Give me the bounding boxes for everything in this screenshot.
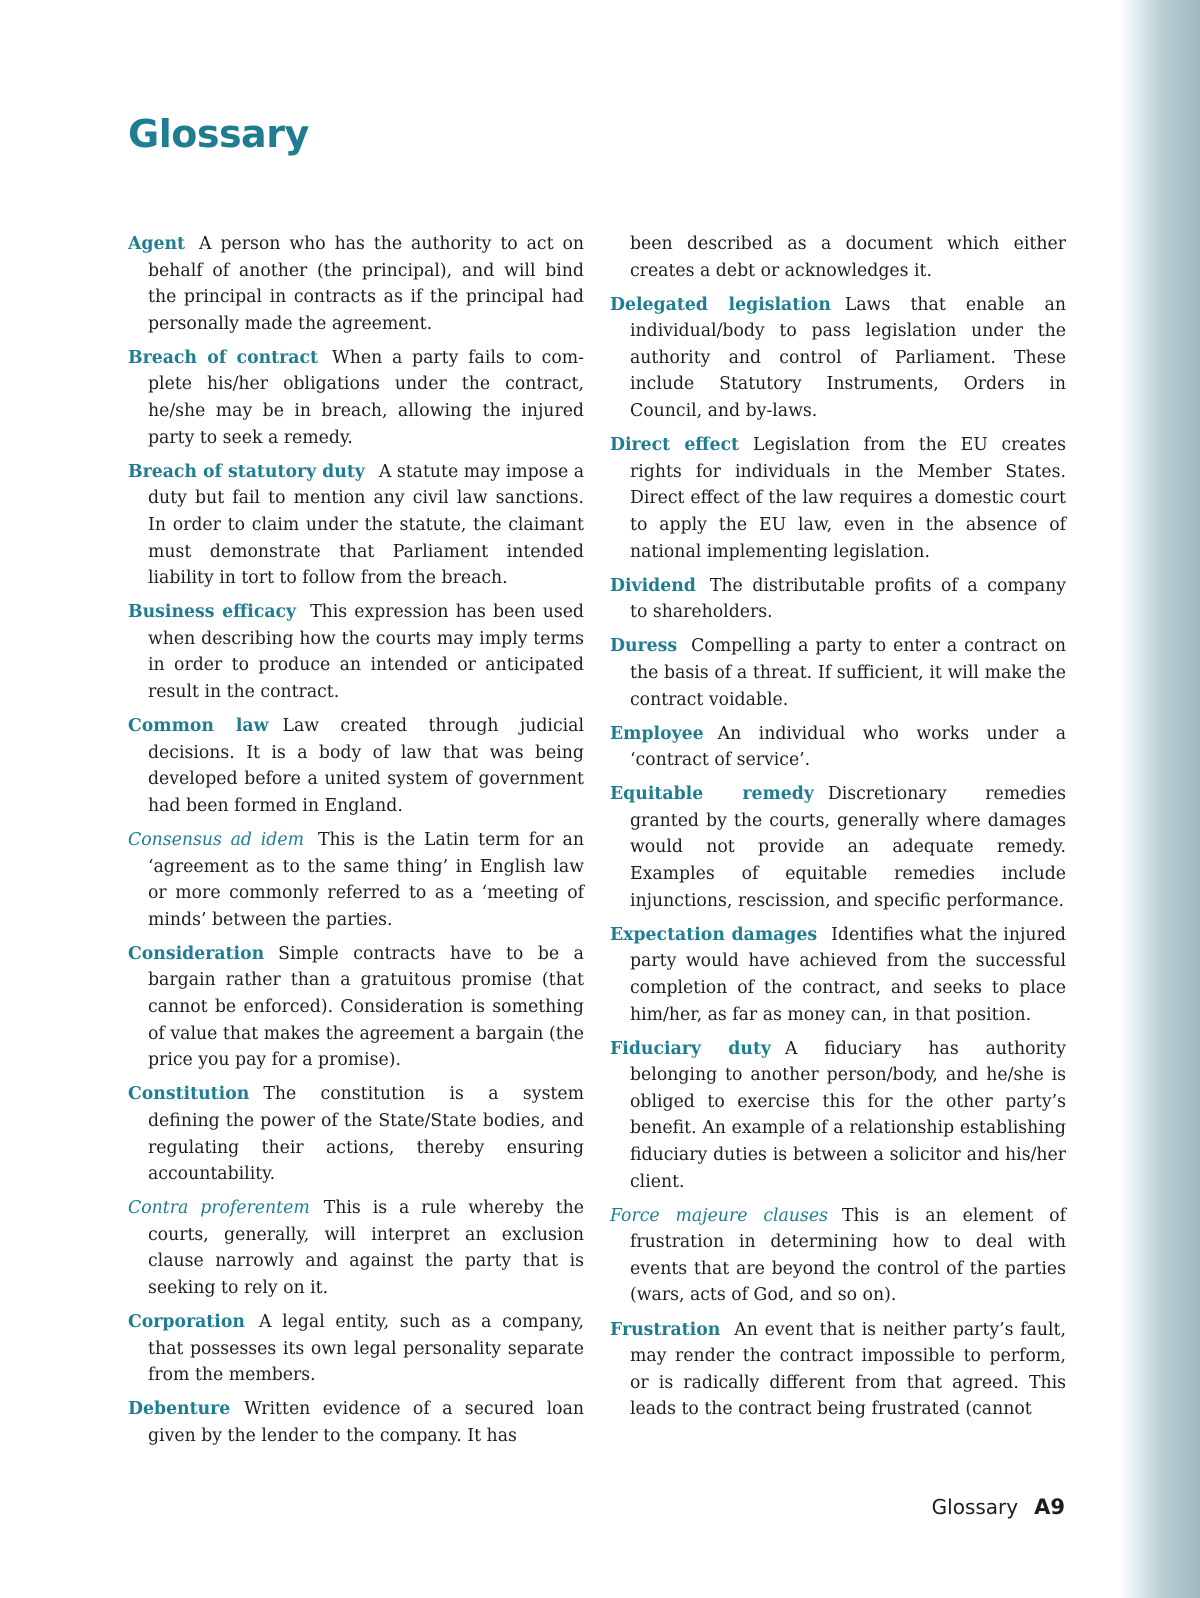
glossary-entry [610, 1317, 1066, 1423]
glossary-definition: This expression has been used when describing how the courts may imply terms in order to produce an intended or anticipated result in the contract. [148, 602, 584, 702]
glossary-entry [128, 1396, 584, 1449]
glossary-term: Delegated legislation [610, 294, 831, 315]
page-title: Glossary [128, 112, 309, 156]
glossary-term: Breach of contract [128, 347, 318, 368]
glossary-definition: Legislation from the EU creates rights for individuals in the Member States. Direct effect of the law requires a domestic court to apply the EU law, even in the absence of national implementing legislation. [630, 435, 1066, 562]
glossary-term: Dividend [610, 575, 696, 596]
glossary-term: Constitution [128, 1084, 250, 1105]
glossary-term: Breach of statutory duty [128, 461, 365, 482]
glossary-entry [128, 1081, 584, 1187]
glossary-column-left [128, 231, 584, 1457]
glossary-definition: This is a rule whereby the courts, generally, will interpret an exclusion clause narrowly and against the party that is seeking to rely on it. [148, 1198, 584, 1298]
glossary-definition: This is an element of frustration in determining how to deal with events that are beyond the control of the parties (wars, acts of God, and so on). [630, 1205, 1066, 1306]
glossary-entry [128, 1309, 584, 1389]
glossary-entry [128, 1195, 584, 1301]
glossary-definition: Discretionary remedies granted by the courts, generally where damages would not provide an adequate remedy. Examples of equitable remedies include injunctions, rescission, and specific performance. [630, 784, 1067, 911]
glossary-term: Common law [128, 716, 269, 737]
glossary-term: Debenture [128, 1399, 231, 1420]
glossary-entry [610, 292, 1066, 425]
glossary-term: Equitable remedy [610, 784, 814, 805]
glossary-entry [610, 781, 1066, 914]
glossary-term: Employee [610, 723, 704, 744]
glossary-entry [128, 459, 584, 592]
footer-section-label: Glossary [931, 1495, 1019, 1519]
glossary-term: Agent [128, 234, 186, 254]
glossary-definition: Compelling a party to enter a contract on the basis of a threat. If sufficient, it will make the contract voidable. [630, 636, 1066, 710]
glossary-term: Fiduciary duty [610, 1038, 771, 1059]
glossary-term: Consensus ad idem [128, 829, 304, 850]
glossary-definition: A legal entity, such as a company, that possesses its own legal personality separate from the members. [148, 1312, 584, 1386]
glossary-entry [128, 599, 584, 705]
glossary-entry [128, 713, 584, 819]
glossary-column-right [610, 231, 1066, 1430]
glossary-entry [128, 941, 584, 1074]
glossary-definition: This is the Latin term for an ‘agreement as to the same thing’ in English law or more commonly referred to as a ‘meeting of minds’ between the parties. [148, 829, 584, 930]
glossary-term: Frustration [610, 1319, 721, 1340]
glossary-entry [610, 721, 1066, 774]
glossary-term: Consideration [128, 943, 265, 964]
page-edge-decoration [1120, 0, 1200, 1598]
page-number: A9 [1034, 1495, 1065, 1519]
glossary-definition: The constitution is a system defining the power of the State/State bodies, and regulating their actions, thereby ensuring accountability. [148, 1084, 584, 1185]
glossary-definition: An individual who works under a ‘contract of service’. [630, 723, 1066, 771]
page-footer [932, 1495, 1065, 1519]
glossary-entry [610, 573, 1066, 626]
glossary-entry [610, 432, 1066, 565]
glossary-entry [610, 1203, 1066, 1309]
glossary-definition: An event that is neither party’s fault, may render the contract impossible to perform, or is radically different from that agreed. This leads to the contract being frustrated (cannot [630, 1319, 1066, 1420]
glossary-definition: A statute may impose a duty but fail to mention any civil law sanctions. In order to claim under the statute, the claimant must demonstrate that Parliament intended liability in tort to follow from the breach. [148, 461, 584, 589]
glossary-definition: Laws that enable an individual/body to pass legislation under the authority and control of Parliament. These include Statutory Instruments, Orders in Council, and by-laws. [630, 294, 1066, 422]
glossary-term: Duress [610, 636, 678, 657]
glossary-entry-continuation: been described as a document which either creates a debt or acknowledges it. [630, 234, 1066, 281]
glossary-definition: When a party fails to complete his/her obligations under the contract, he/she may be in breach, allowing the injured party to seek a remedy. [148, 347, 584, 448]
glossary-definition: Written evidence of a secured loan given by the lender to the company. It has [148, 1399, 584, 1446]
glossary-term: Corporation [128, 1312, 245, 1333]
glossary-entry [128, 345, 584, 451]
glossary-term: Business efficacy [128, 602, 297, 623]
glossary-term: Force majeure clauses [610, 1205, 828, 1226]
glossary-entry [610, 1036, 1066, 1196]
glossary-entry [610, 922, 1066, 1028]
glossary-definition: Law created through judicial decisions. It is a body of law that was being developed before a united system of government had been formed in England. [148, 716, 584, 816]
glossary-definition: Simple contracts have to be a bargain rather than a gratuitous promise (that cannot be enforced). Consideration is something of value that makes the agreement a bargain (the price you pay for a promise). [148, 943, 584, 1071]
glossary-term: Direct effect [610, 435, 739, 456]
glossary-term: Contra proferentem [128, 1198, 310, 1219]
glossary-definition: Identifies what the injured party would have achieved from the successful completion of the contract, and seeks to place him/her, as far as money can, in that position. [630, 924, 1066, 1025]
glossary-entry [128, 827, 584, 933]
glossary-definition: A person who has the authority to act on behalf of another (the principal), and will bind the principal in contracts as if the principal had personally made the agreement. [148, 234, 584, 334]
glossary-definition: The distributable profits of a company to shareholders. [630, 575, 1066, 623]
glossary-entry [128, 231, 584, 337]
glossary-term: Expectation damages [610, 924, 818, 945]
glossary-entry [610, 633, 1066, 713]
glossary-definition: A fiduciary has authority belonging to another person/body, and he/she is obliged to exercise this for the other party’s benefit. An example of a relationship establishing fiduciary duties is between a solicitor and his/her client. [630, 1038, 1066, 1192]
